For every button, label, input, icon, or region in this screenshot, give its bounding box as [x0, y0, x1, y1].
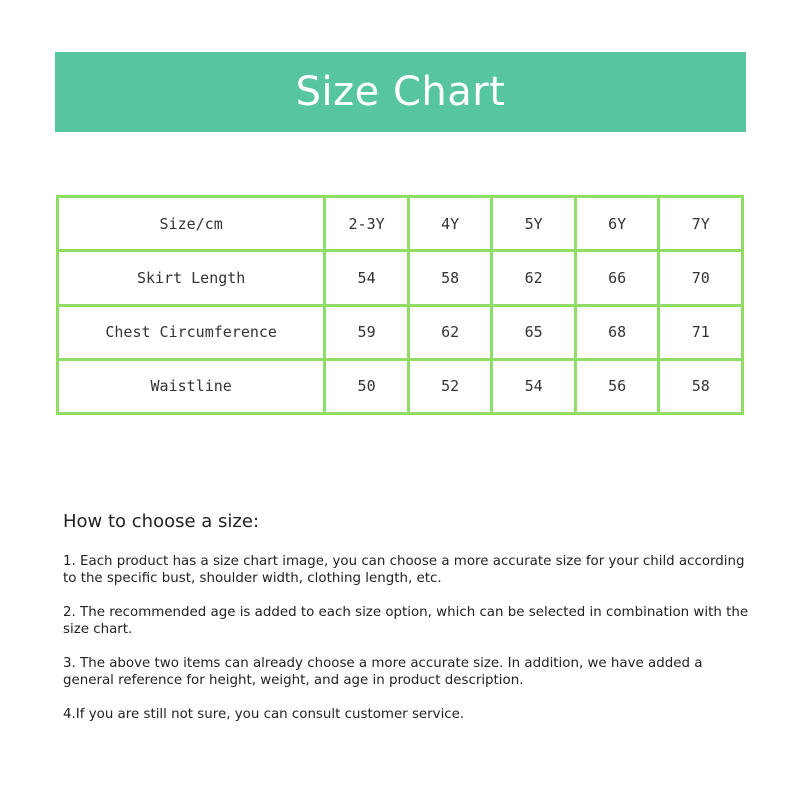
- table-cell: 59: [325, 305, 409, 359]
- table-row-waistline: [58, 359, 743, 413]
- table-cell: 58: [659, 359, 743, 413]
- guide-item-4: 4.If you are still not sure, you can consult customer service.: [63, 707, 465, 722]
- table-cell: 71: [659, 305, 743, 359]
- table-row-chest-circumference: [58, 305, 743, 359]
- row-label: Chest Circumference: [58, 305, 325, 359]
- table-cell: 52: [408, 359, 492, 413]
- table-cell: 62: [408, 305, 492, 359]
- table-cell: 70: [659, 251, 743, 305]
- header-cell-2-3y: 2-3Y: [325, 197, 409, 251]
- table-row-skirt-length: [58, 251, 743, 305]
- row-label: Skirt Length: [58, 251, 325, 305]
- table-cell: 56: [575, 359, 659, 413]
- table-cell: 58: [408, 251, 492, 305]
- guide-item-1: 1. Each product has a size chart image, you can choose a more accurate size for your child according to the specific bust, shoulder width, clothing length, etc.: [63, 554, 745, 586]
- table-cell: 66: [575, 251, 659, 305]
- header-cell-7y: 7Y: [659, 197, 743, 251]
- size-table: [56, 195, 744, 415]
- table-cell: 68: [575, 305, 659, 359]
- size-chart-banner: [55, 52, 746, 132]
- table-cell: 62: [492, 251, 576, 305]
- header-cell-6y: 6Y: [575, 197, 659, 251]
- header-cell-4y: 4Y: [408, 197, 492, 251]
- table-cell: 50: [325, 359, 409, 413]
- guide-item-2: 2. The recommended age is added to each size option, which can be selected in combination with the size chart.: [63, 605, 749, 637]
- row-label: Waistline: [58, 359, 325, 413]
- page-title: Size Chart: [295, 69, 506, 115]
- header-cell-size: Size/cm: [58, 197, 325, 251]
- guide-heading: How to choose a size:: [63, 511, 260, 532]
- guide-item-3: 3. The above two items can already choose a more accurate size. In addition, we have added a general reference for height, weight, and age in product description.: [63, 656, 703, 688]
- size-guide: [63, 509, 753, 740]
- table-header-row: [58, 197, 743, 251]
- table-cell: 54: [492, 359, 576, 413]
- header-cell-5y: 5Y: [492, 197, 576, 251]
- table-cell: 54: [325, 251, 409, 305]
- table-cell: 65: [492, 305, 576, 359]
